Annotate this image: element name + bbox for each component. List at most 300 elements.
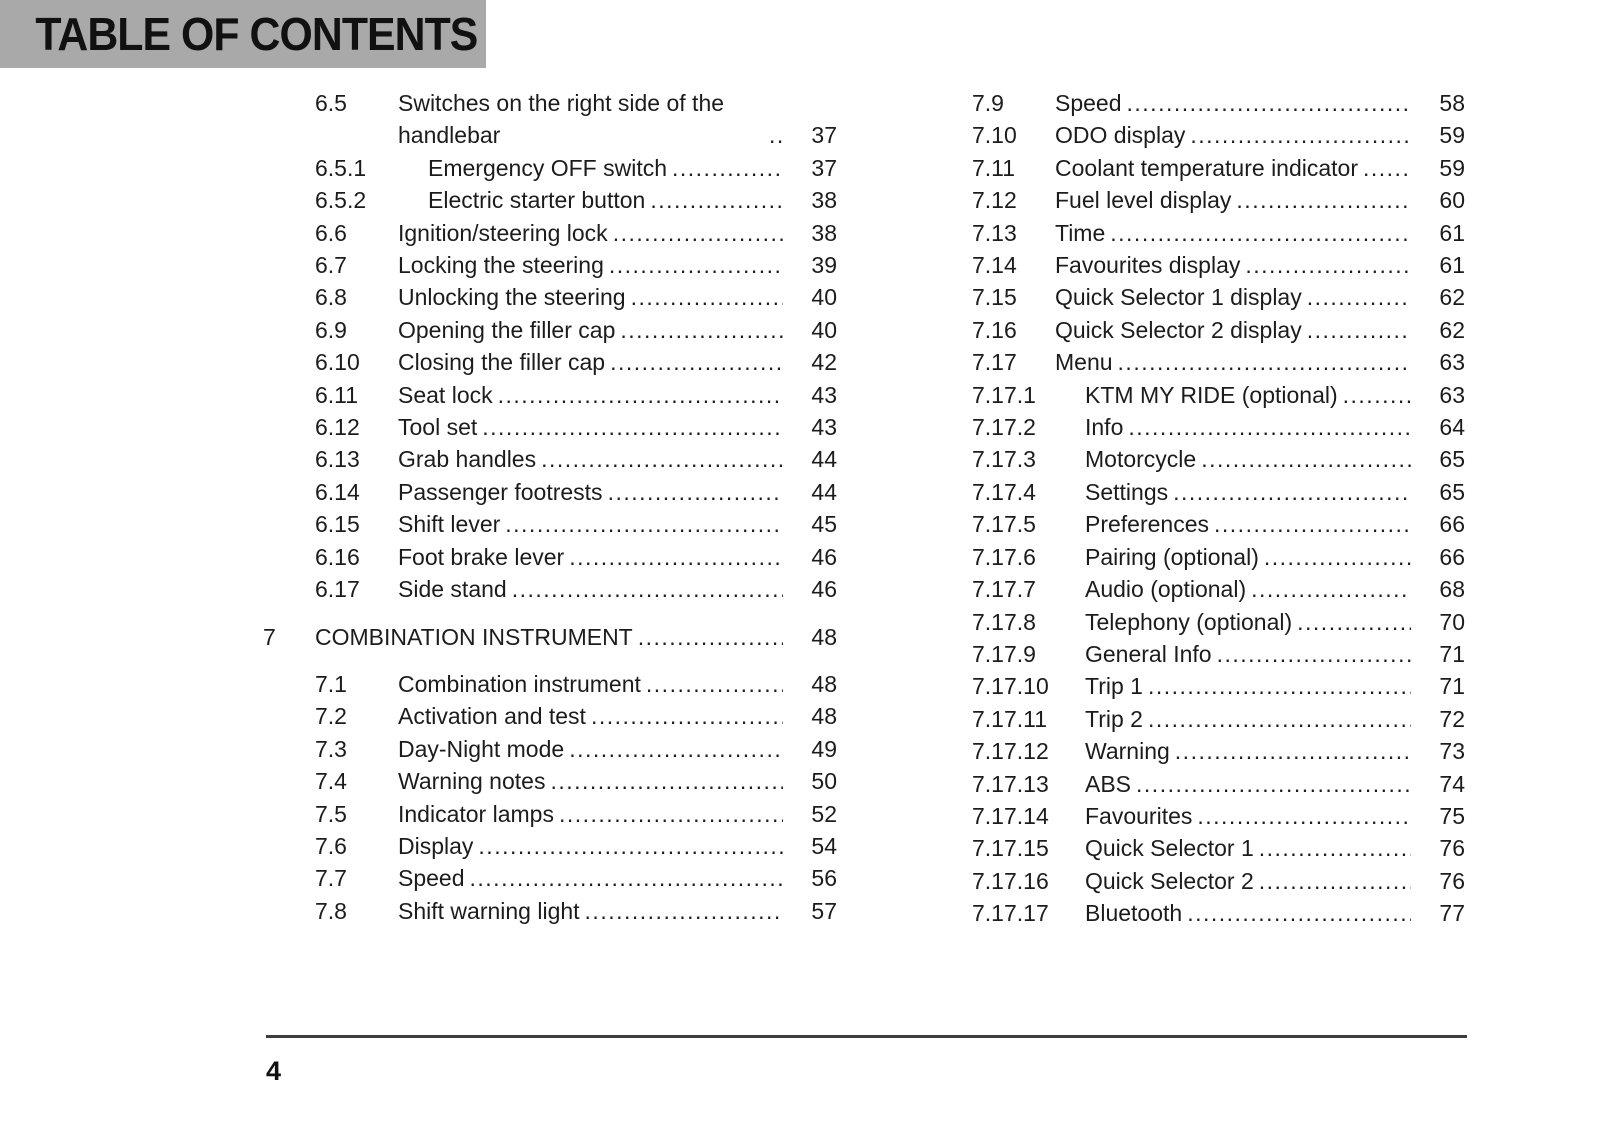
toc-entry-title: Trip 2 [1085,705,1143,732]
toc-entry-title: Quick Selector 2 [1085,867,1254,894]
toc-entry-body [398,508,837,540]
toc-entry-page: 60 [1439,187,1465,214]
dot-leader [646,668,783,700]
toc-entry-page: 71 [1439,673,1465,700]
toc-entry [972,314,1465,346]
toc-entry-body [1055,184,1465,216]
toc-entry-number: 7.6 [315,832,347,859]
dot-leader [1217,638,1411,670]
dot-leader [591,700,783,732]
toc-entry-body [398,573,837,605]
toc-entry-title: Shift warning light [398,897,580,924]
toc-entry-body [1055,800,1465,832]
toc-entry-page: 77 [1439,900,1465,927]
toc-entry-body [398,217,837,249]
dot-leader [1128,411,1411,443]
toc-entry-number: 7.14 [972,252,1017,279]
toc-entry-page: 63 [1439,381,1465,408]
toc-entry-number: 6.5.1 [315,154,367,181]
toc-entry-title: Preferences [1085,511,1210,538]
toc-entry-title: Indicator lamps [398,800,554,827]
toc-entry [315,862,837,894]
dot-leader [559,798,783,830]
toc-entry-number: 7.17.3 [972,446,1036,473]
dot-leader [1110,217,1411,249]
toc-entry-title: Info [1085,414,1124,441]
toc-entry-body [1055,508,1465,540]
toc-entry-page: 59 [1439,154,1465,181]
toc-entry-body [1055,703,1465,735]
toc-entry-body [1055,573,1465,605]
toc-entry [315,508,837,540]
dot-leader [1264,541,1411,573]
toc-entry-body [398,765,837,797]
dot-leader [613,217,783,249]
dot-leader [1127,87,1411,119]
toc-entry-title: Grab handles [398,446,537,473]
toc-entry [972,184,1465,216]
toc-entry [315,830,837,862]
toc-entry-page: 59 [1439,122,1465,149]
toc-entry-title: Day-Night mode [398,735,565,762]
toc-entry-body [1055,217,1465,249]
toc-entry-page: 39 [811,252,837,279]
toc-entry-page: 48 [811,623,837,650]
toc-entry-body [1055,865,1465,897]
toc-entry-number: 7.17.6 [972,543,1036,570]
toc-entry-page: 43 [811,414,837,441]
toc-entry-body [398,314,837,346]
toc-entry-page: 63 [1439,349,1465,376]
toc-entry [315,443,837,475]
dot-leader [631,281,783,313]
toc-entry-body [398,411,837,443]
toc-entry-number: 7.15 [972,284,1017,311]
toc-entry [315,668,837,700]
toc-entry-title: Warning notes [398,768,546,795]
toc-entry [972,119,1465,151]
toc-entry-number: 7.17.11 [972,705,1048,732]
toc-entry-body [398,700,837,732]
dot-leader [1297,606,1411,638]
toc-entry-number: 7.17.14 [972,802,1049,829]
toc-entry-body [1055,897,1465,929]
dot-leader [498,379,783,411]
toc-entry-title: COMBINATION INSTRUMENT [315,623,633,650]
toc-entry-page: 43 [811,381,837,408]
toc-entry-title: Quick Selector 2 display [1055,316,1302,343]
toc-entry [315,573,837,605]
dot-leader [1201,443,1411,475]
toc-entry-title: Locking the steering [398,252,604,279]
dot-leader [470,862,783,894]
toc-entry-title: Motorcycle [1085,446,1197,473]
toc-entry [972,638,1465,670]
toc-entry-title: Ignition/steering lock [398,219,608,246]
toc-entry-page: 71 [1439,640,1465,667]
toc-entry-title: Passenger footrests [398,478,603,505]
toc-entry-body [1055,443,1465,475]
toc-entry [315,314,837,346]
toc-entry-page: 66 [1439,511,1465,538]
toc-entry-page: 40 [811,284,837,311]
toc-entry-body [1055,87,1465,119]
toc-entry-title: Bluetooth [1085,900,1183,927]
toc-entry-page: 74 [1439,770,1465,797]
toc-entry-page: 62 [1439,284,1465,311]
toc-entry-page: 50 [811,768,837,795]
dot-leader [1307,281,1411,313]
toc-column-right [920,87,1465,930]
dot-leader [478,830,783,862]
toc-entry-body [1055,346,1465,378]
toc-entry-page: 42 [811,349,837,376]
dot-leader [1118,346,1411,378]
toc-entry-body [398,249,837,281]
toc-entry [972,249,1465,281]
toc-entry-body [1055,314,1465,346]
toc-entry [315,217,837,249]
dot-leader [505,508,783,540]
toc-entry [972,541,1465,573]
toc-entry [972,768,1465,800]
toc-entry-title: Speed [1055,90,1122,116]
toc-entry-page: 58 [1439,90,1465,116]
toc-entry-body [398,733,837,765]
toc-entry-title: Quick Selector 1 display [1055,284,1302,311]
toc-entry-number: 7.17.13 [972,770,1049,797]
dot-leader [1363,152,1411,184]
toc-entry-body [1055,541,1465,573]
footer-divider [266,1035,1467,1038]
toc-entry-title: Side stand [398,576,507,603]
toc-entry-title: Activation and test [398,703,586,730]
toc-entry-page: 66 [1439,543,1465,570]
toc-entry [972,379,1465,411]
toc-entry-title: Settings [1085,478,1169,505]
toc-entry-title: Telephony (optional) [1085,608,1293,635]
dot-leader [672,152,783,184]
toc-entry-number: 6.14 [315,478,360,505]
toc-entry-number: 7.17.8 [972,608,1036,635]
dot-leader [1175,735,1411,767]
toc-entry-page: 40 [811,316,837,343]
toc-entry-number: 6.5.2 [315,187,367,214]
toc-entry [315,346,837,378]
toc-entry-number: 7 [263,623,276,650]
toc-entry-body [398,798,837,830]
toc-entry-title: Seat lock [398,381,493,408]
page-title: TABLE OF CONTENTS [35,8,478,60]
toc-entry-title: Opening the filler cap [398,316,616,343]
toc-entry-page: 54 [811,832,837,859]
toc-entry-body [1055,379,1465,411]
toc-entry-title: KTM MY RIDE (optional) [1085,381,1338,408]
toc-entry-body [398,443,837,475]
toc-entry-number: 6.15 [315,511,360,538]
toc-entry-title: Shift lever [398,511,501,538]
toc-entry [972,573,1465,605]
dot-leader [650,184,783,216]
toc-entry [972,476,1465,508]
toc-entry [972,87,1465,119]
toc-entry-page: 62 [1439,316,1465,343]
toc-entry-page: 48 [811,670,837,697]
dot-leader [1136,768,1411,800]
dot-leader [512,573,783,605]
toc-entry-page: 72 [1439,705,1465,732]
toc-entry-page: 68 [1439,576,1465,603]
toc-entry [315,152,837,184]
dot-leader [620,314,783,346]
toc-entry-page: 46 [811,576,837,603]
dot-leader [1259,832,1411,864]
toc-entry-body [1055,249,1465,281]
page-number: 4 [266,1056,282,1086]
toc-entry-body [398,895,837,927]
toc-entry-number: 6.13 [315,446,360,473]
dot-leader [1251,573,1411,605]
toc-entry [315,379,837,411]
dot-leader [638,621,783,653]
dot-leader [585,895,783,927]
toc-entry-title: Pairing (optional) [1085,543,1259,570]
toc-entry [315,895,837,927]
toc-entry-number: 7.11 [972,154,1016,181]
toc-entry-title: General Info [1085,640,1212,667]
toc-entry-page: 45 [811,511,837,538]
toc-entry-body [1055,638,1465,670]
toc-entry [972,443,1465,475]
toc-entry-title: Quick Selector 1 [1085,835,1254,862]
toc-entry-page: 56 [811,865,837,892]
dot-leader [550,765,783,797]
toc-entry-number: 6.11 [315,381,359,408]
toc-entry-number: 7.17.16 [972,867,1049,894]
toc-entry-title: Foot brake lever [398,543,565,570]
dot-leader [1343,379,1411,411]
toc-entry-title: Fuel level display [1055,187,1232,214]
toc-entry-number: 6.16 [315,543,360,570]
toc-entry-title: Closing the filler cap [398,349,606,376]
toc-entry-number: 7.12 [972,187,1017,214]
toc-entry-title: Audio (optional) [1085,576,1247,603]
toc-entry-title: Electric starter button [428,187,646,214]
toc-entry-page: 48 [811,703,837,730]
toc-entry-number: 6.9 [315,316,347,343]
dot-leader [1197,800,1411,832]
toc-entry-page: 44 [811,446,837,473]
toc-entry-page: 75 [1439,802,1465,829]
toc-entry-title: Switches on the right side of the handlebar [398,90,725,149]
toc-entry [972,281,1465,313]
toc-entry-body [398,281,837,313]
toc-entry-page: 49 [811,735,837,762]
toc-entry-number: 6.17 [315,576,360,603]
toc-entry-number: 7.17.1 [972,381,1036,408]
toc-entry-body [1055,832,1465,864]
dot-leader [609,249,783,281]
toc-entry [315,700,837,732]
toc-entry-page: 57 [811,897,837,924]
toc-entry-body [398,862,837,894]
toc-entry [972,897,1465,929]
toc-entry-body [1055,119,1465,151]
toc-entry-number: 7.17.2 [972,414,1036,441]
toc-entry-body [398,476,837,508]
toc-entry-number: 6.10 [315,349,360,376]
toc-entry-number: 7.8 [315,897,347,924]
toc-entry-page: 37 [811,154,837,181]
dot-leader [1173,476,1411,508]
toc-entry [972,606,1465,638]
toc-entry [972,670,1465,702]
toc-entry [315,281,837,313]
toc-entry-body [398,668,837,700]
toc-entry [972,865,1465,897]
toc-entry [315,798,837,830]
dot-leader [482,411,783,443]
toc-entry [972,346,1465,378]
toc-entry-title: Unlocking the steering [398,284,626,311]
toc-entry-page: 70 [1439,608,1465,635]
toc-entry [315,541,837,573]
page-header [0,0,486,68]
toc-entry [972,735,1465,767]
toc-entry-title: Emergency OFF switch [428,154,667,181]
dot-leader [541,443,783,475]
toc-entry-body [1055,670,1465,702]
toc-entry-title: Display [398,832,474,859]
toc-entry-page: 76 [1439,867,1465,894]
toc-entry-body [315,621,837,653]
toc-entry-number: 6.5 [315,90,347,116]
toc-entry [315,411,837,443]
toc-entry-page: 73 [1439,738,1465,765]
toc-entry-body [1055,281,1465,313]
toc-entry [972,800,1465,832]
toc-entry-number: 7.1 [315,670,347,697]
toc-entry [972,832,1465,864]
toc-entry-page: 38 [811,219,837,246]
toc-entry-number: 7.17.5 [972,511,1036,538]
toc-entry [972,217,1465,249]
toc-entry-page: 52 [811,800,837,827]
toc-entry-number: 7.17.4 [972,478,1036,505]
toc-entry-page: 37 [811,122,837,149]
toc-entry [972,152,1465,184]
toc-entry [315,184,837,216]
toc-entry-body [1055,735,1465,767]
toc-entry [263,621,837,653]
toc-entry-body [1055,411,1465,443]
toc-entry-body [1055,768,1465,800]
dot-leader [569,733,783,765]
dot-leader [608,476,783,508]
toc-entry-number: 7.16 [972,316,1017,343]
toc-entry-number: 7.17.9 [972,640,1036,667]
dot-leader [569,541,783,573]
toc-entry-body [398,184,837,216]
toc-entry [315,733,837,765]
toc-entry-title: Combination instrument [398,670,641,697]
toc-entry-title: Coolant temperature indicator [1055,154,1358,181]
dot-leader [1148,703,1411,735]
toc-entry-title: Trip 1 [1085,673,1143,700]
dot-leader [1148,670,1411,702]
toc-entry-number: 7.17.10 [972,673,1049,700]
toc-entry [315,476,837,508]
dot-leader [610,346,783,378]
dot-leader [1307,314,1411,346]
toc-entry-body [1055,152,1465,184]
dot-leader [1187,897,1411,929]
toc-entry-body [1055,606,1465,638]
toc-column-left [263,87,837,927]
toc-entry-number: 7.2 [315,703,347,730]
toc-entry-number: 6.12 [315,414,360,441]
toc-entry-page: 61 [1439,252,1465,279]
toc-entry-page: 44 [811,478,837,505]
toc-entry-number: 7.17.7 [972,576,1036,603]
dot-leader [1236,184,1411,216]
toc-entry-page: 64 [1439,414,1465,441]
toc-entry-title: Menu [1055,349,1113,376]
toc-entry-page: 38 [811,187,837,214]
toc-entry [972,703,1465,735]
toc-entry [315,249,837,281]
toc-entry-number: 6.7 [315,252,347,279]
dot-leader [1190,119,1411,151]
dot-leader [1259,865,1411,897]
toc-entry-page: 76 [1439,835,1465,862]
toc-entry-number: 7.17.15 [972,835,1049,862]
toc-entry-body [398,830,837,862]
toc-entry-number: 7.13 [972,219,1017,246]
toc-entry-body [398,87,837,152]
toc-entry [315,765,837,797]
toc-entry-title: Favourites [1085,802,1193,829]
toc-entry-number: 7.7 [315,865,347,892]
toc-entry-page: 65 [1439,446,1465,473]
toc-entry-title: Favourites display [1055,252,1241,279]
toc-entry-number: 7.17 [972,349,1017,376]
toc-entry [972,508,1465,540]
toc-entry-number: 7.17.17 [972,900,1049,927]
toc-entry-title: Tool set [398,414,478,441]
toc-entry-number: 7.9 [972,90,1004,116]
toc-entry-page: 46 [811,543,837,570]
toc-entry-title: ABS [1085,770,1132,797]
toc-entry-page: 61 [1439,219,1465,246]
toc-entry-number: 6.8 [315,284,347,311]
toc-entry-body [1055,476,1465,508]
dot-leader [769,119,783,151]
toc-entry [972,411,1465,443]
toc-entry-title: Time [1055,219,1106,246]
toc-entry-number: 7.5 [315,800,347,827]
toc-entry-number: 6.6 [315,219,347,246]
toc-entry-number: 7.3 [315,735,347,762]
toc-entry [315,87,837,152]
toc-entry-body [398,346,837,378]
toc-entry-body [398,379,837,411]
toc-entry-body [398,152,837,184]
toc-entry-number: 7.4 [315,768,347,795]
toc-entry-page: 65 [1439,478,1465,505]
toc-entry-body [398,541,837,573]
toc-entry-title: Warning [1085,738,1170,765]
